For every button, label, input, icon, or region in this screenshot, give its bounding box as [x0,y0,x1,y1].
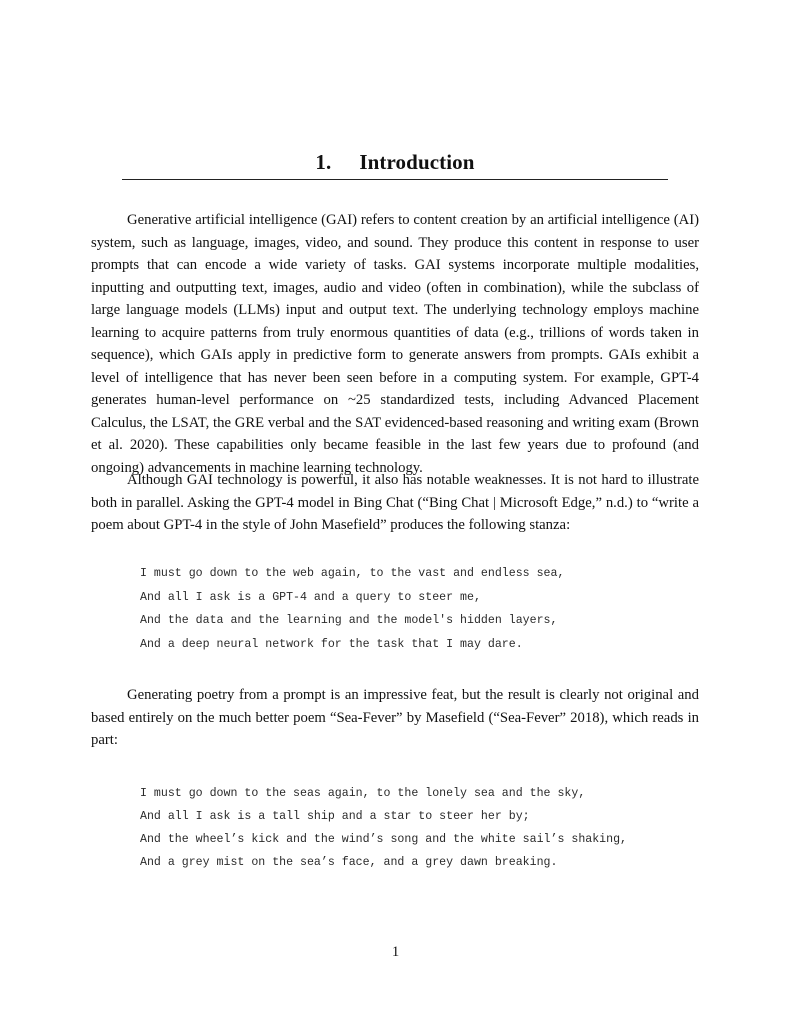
poem-line: And a deep neural network for the task that I may dare. [140,637,523,651]
paragraph-sea-fever: Generating poetry from a prompt is an impressive feat, but the result is clearly not original and based entirely on the much better poem “Sea-Fever” by Masefield (“Sea-Fever” 2018), which reads in part: [91,687,699,748]
poem-line: And a grey mist on the sea’s face, and a grey dawn breaking. [140,856,558,869]
poem-line: And the data and the learning and the model's hidden layers, [140,614,558,627]
section-heading [122,148,668,176]
sea-fever-stanza [140,786,660,878]
heading-underline [122,179,668,180]
poem-line: I must go down to the web again, to the vast and endless sea, [140,567,565,580]
section-number: 1. [315,150,332,174]
poem-line: I must go down to the seas again, to the lonely sea and the sky, [140,787,586,800]
paragraph-gai-definition: Generative artificial intelligence (GAI) refers to content creation by an artificial intelligence (AI) system, such as language, images, video, and sound. They produce this content in response to user prompts that can encode a wide variety of tasks. GAI systems incorporate multiple modalities, inputting and outputting text, images, audio and video (often in combination), while the subclass of large language models (LLMs) input and output text. The underlying technology employs machine learning to acquire patterns from truly enormous quantities of data (e.g., trillions of words taken in sequence), which GAIs apply in predictive form to generate answers from prompts. GAIs exhibit a level of intelligence that has never been seen before in a computing system. For example, GPT-4 generates human-level performance on ~25 standardized tests, including Advanced Placement Calculus, the LSAT, the GRE verbal and the SAT evidenced-based reasoning and writing exam (Brown et al. 2020). These capabilities only became feasible in the last few years due to profound (and ongoing) advancements in machine learning technology. [91,212,699,476]
poem-line: And all I ask is a GPT-4 and a query to steer me, [140,590,481,604]
poem-line: And all I ask is a tall ship and a star to steer her by; [140,810,530,823]
section-title: Introduction [359,150,475,174]
paragraph-gai-weaknesses: Although GAI technology is powerful, it also has notable weaknesses. It is not hard to illustrate both in parallel. Asking the GPT-4 model in Bing Chat (“Bing Chat | Microsoft Edge,” n.d.) to “write a poem about GPT-4 in the style of John Masefield” produces the following stanza: [91,472,699,533]
page-number: 1 [391,944,400,960]
poem-line: And the wheel’s kick and the wind’s song and the white sail’s shaking, [140,833,628,846]
generated-poem-stanza [140,566,660,660]
